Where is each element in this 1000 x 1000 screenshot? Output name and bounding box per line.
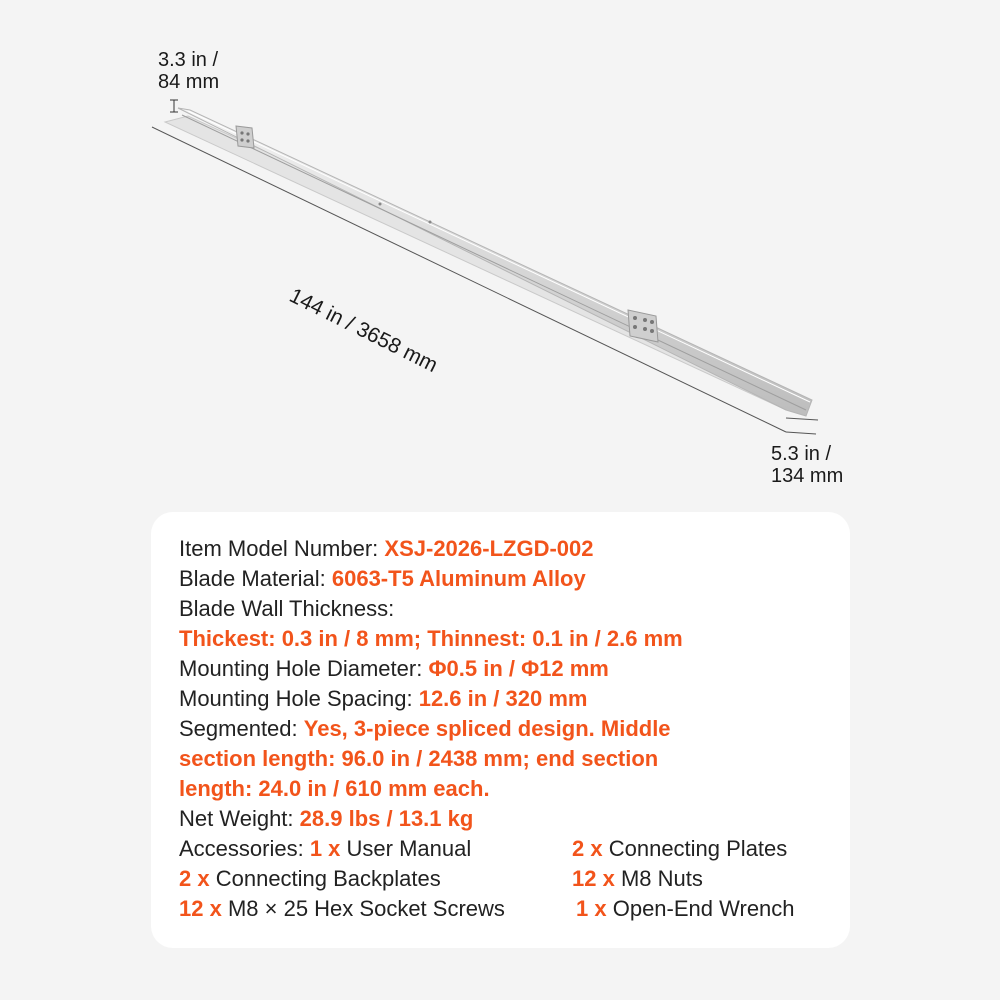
height-dimension-label — [158, 49, 219, 93]
accessory-name: User Manual — [346, 836, 472, 861]
accessories-label: Accessories: — [179, 836, 310, 861]
spec-hole-spacing-label: Mounting Hole Spacing: — [179, 686, 419, 711]
width-dimension-marker — [786, 418, 818, 434]
accessory-qty: 1 x — [309, 836, 341, 861]
height-dimension-marker — [170, 100, 178, 112]
spec-wall-thickness-value: Thickest: 0.3 in / 8 mm; Thinnest: 0.1 in / 2.6 mm — [179, 626, 683, 651]
accessory-qty: 2 x — [572, 836, 603, 861]
accessory-qty: 2 x — [179, 866, 210, 891]
accessory-qty: 1 x — [576, 896, 607, 921]
height-dimension-mm: 84 mm — [158, 71, 220, 93]
spec-net-weight-value: 28.9 lbs / 13.1 kg — [299, 806, 474, 831]
spec-segmented-value-line1: Yes, 3-piece spliced design. Middle — [303, 716, 671, 741]
spec-segmented-label: Segmented: — [179, 716, 304, 741]
spec-hole-diameter-value: Φ0.5 in / Φ12 mm — [428, 656, 609, 681]
spec-hole-diameter-label: Mounting Hole Diameter: — [179, 656, 429, 681]
specification-card — [151, 512, 850, 948]
accessory-name: Connecting Backplates — [215, 866, 441, 891]
spec-hole-spacing-value: 12.6 in / 320 mm — [418, 686, 588, 711]
spec-net-weight-label: Net Weight: — [179, 806, 300, 831]
width-dimension-label — [771, 443, 843, 487]
left-connecting-plate — [236, 126, 254, 148]
accessory-name: Connecting Plates — [608, 836, 788, 861]
accessory-item — [572, 834, 787, 864]
spec-segmented-row — [179, 714, 839, 744]
spec-model-row — [179, 534, 839, 564]
width-dimension-inches: 5.3 in / — [771, 443, 832, 465]
spec-model-label: Item Model Number: — [179, 536, 385, 561]
accessory-qty: 12 x — [572, 866, 615, 891]
spec-net-weight-row — [179, 804, 839, 834]
specification-list — [179, 534, 839, 924]
spec-segmented-value-line2: section length: 96.0 in / 2438 mm; end section — [179, 746, 659, 771]
height-dimension-inches: 3.3 in / — [158, 49, 219, 71]
length-dimension-label: 144 in / 3658 mm — [285, 284, 442, 377]
length-dimension-line — [152, 127, 786, 432]
accessories-row-2 — [179, 864, 839, 894]
spec-material-value: 6063-T5 Aluminum Alloy — [331, 566, 586, 591]
spec-material-row — [179, 564, 839, 594]
blade-wall — [178, 108, 812, 416]
width-dimension-mm: 134 mm — [771, 465, 844, 487]
spec-hole-diameter-row — [179, 654, 839, 684]
accessory-item — [572, 864, 703, 894]
spec-wall-thickness-label: Blade Wall Thickness: — [179, 596, 395, 621]
accessory-name: M8 Nuts — [620, 866, 703, 891]
accessory-item — [179, 864, 441, 894]
accessory-item — [179, 894, 505, 924]
spec-segmented-value-line3: length: 24.0 in / 610 mm each. — [179, 776, 490, 801]
spec-model-value: XSJ-2026-LZGD-002 — [384, 536, 594, 561]
accessory-name: Open-End Wrench — [612, 896, 795, 921]
accessories-row-1 — [179, 834, 839, 864]
accessory-name: M8 × 25 Hex Socket Screws — [227, 896, 505, 921]
accessory-item — [179, 834, 471, 864]
spec-material-label: Blade Material: — [179, 566, 332, 591]
accessory-qty: 12 x — [179, 896, 222, 921]
spec-hole-spacing-row — [179, 684, 839, 714]
accessory-item — [576, 894, 795, 924]
accessories-row-3 — [179, 894, 839, 924]
